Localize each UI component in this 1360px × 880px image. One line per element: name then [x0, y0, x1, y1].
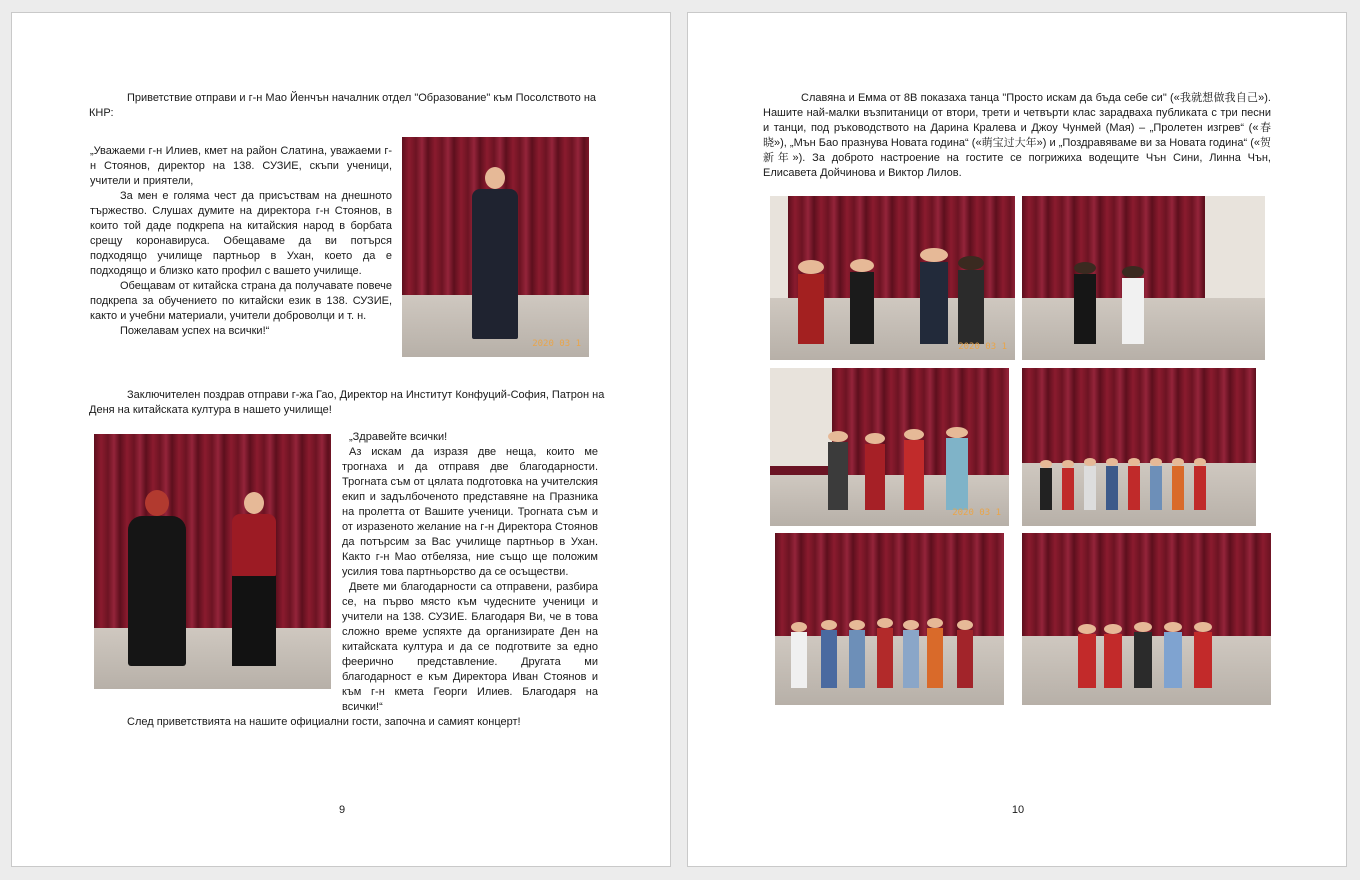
- page-9: [11, 12, 671, 867]
- figure-woman-left: [128, 490, 186, 666]
- concert-description: [763, 91, 1271, 181]
- concert-description-text: Славяна и Емма от 8В показаха танца "Просто искам да бъда себе си" («我就想做我自己»). Нашите най-малки възпитаници от втори, трети и четвърти клас зарадваха публиката с три песни и танци, под ръководството на Дарина Кралева и Джоу Чунмей (Мая) – „Пролетен изгрев“ («春晓»), „Мън Бао празнува Новата година“ («萌宝过大年») и „Поздравяваме ви за Новата година“ («贺新年»). За доброто настроение на гостите се погрижиха водещите Чън Сини, Линна Чън, Елисавета Дойчинова и Виктор Лилов.: [763, 92, 1271, 179]
- photo-performers-2: [1022, 368, 1256, 526]
- photo-hosts: [770, 196, 1015, 360]
- photo-gao-speaking: [94, 434, 331, 689]
- photo-performers-4: [1022, 533, 1271, 705]
- intro-gao-text: Заключителен поздрав отправи г-жа Гао, Директор на Институт Конфуций-София, Патрон на Деня на китайската култура в нашето училище!: [89, 389, 605, 416]
- speech-mao-p4: Пожелавам успех на всички!“: [120, 325, 270, 337]
- speech-gao: [342, 430, 598, 715]
- speech-gao-p1: „Здравейте всички!: [349, 431, 448, 443]
- page-number: 9: [338, 804, 346, 816]
- outro-text: След приветствията на нашите официални гости, започна и самият концерт!: [127, 716, 521, 728]
- figure-woman-right: [232, 492, 276, 666]
- page-number: 10: [1011, 804, 1025, 816]
- speech-mao: [90, 144, 392, 339]
- figure-speaker: [472, 167, 518, 339]
- intro-mao: [89, 91, 609, 121]
- photo-performers-3: [775, 533, 1004, 705]
- intro-mao-text: Приветствие отправи и г-н Мао Йенчън началник отдел "Образование" към Посолството на КНР:: [89, 92, 597, 119]
- speech-mao-p3: Обещавам от китайска страна да получавате повече подкрепа за обучението по китайски език в 138. СУЗИЕ, както и учебни материали, учители доброволци и т. н.: [90, 280, 392, 322]
- photo-performers-1-timestamp: 2020 03 1: [952, 508, 1001, 518]
- photo-timestamp: 2020 03 1: [532, 339, 581, 349]
- intro-gao: [89, 388, 609, 418]
- photo-hosts-timestamp: 2020 03 1: [958, 342, 1007, 352]
- speech-mao-p2: За мен е голяма чест да присъствам на днешното тържество. Слушах думите на директора г-н Стоянов, в които той даде подкрепа на китайския народ в борбата срещу коронавируса. Обещаваме да ви потърся подходящо училище партньор в Ухан, което да е подходящо и близко като профил с вашето училище.: [90, 190, 392, 277]
- outro: [89, 715, 609, 730]
- speech-gao-p2: Аз искам да изразя две неща, които ме трогнаха и да отправя две благодарности. Трогната съм от цялата подготовка на учителския екип и задълбоченото представяне на Празника на пролетта от Вашите ученици. Трогната съм и от изразеното желание на г-н Директора Стоянов да потърсим за Вас училище партньор в Ухан. Както г-н Мао отбеляза, ние също ще положим усилия това партньорство да се осъществи.: [342, 446, 598, 578]
- speech-mao-p1: „Уважаеми г-н Илиев, кмет на район Слатина, уважаеми г-н Стоянов, директор на 138. СУЗИЕ, скъпи ученици, учители и приятели,: [90, 145, 392, 187]
- photo-dance: [1022, 196, 1265, 360]
- photo-mao-speaking: [402, 137, 589, 357]
- page-10: [687, 12, 1347, 867]
- photo-performers-1: [770, 368, 1009, 526]
- speech-gao-p3: Двете ми благодарности са отправени, разбира се, на първо място към чудесните ученици и учители на 138. СУЗИЕ. Благодаря Ви, че в това сложно време успяхте да организирате Ден на китайската култура и да се подготвите за едно фееричнo представление. Другата ми благодарност е към Директора Иван Стоянов и към г-н кмета Георги Илиев. Благодаря на всички!“: [342, 581, 598, 713]
